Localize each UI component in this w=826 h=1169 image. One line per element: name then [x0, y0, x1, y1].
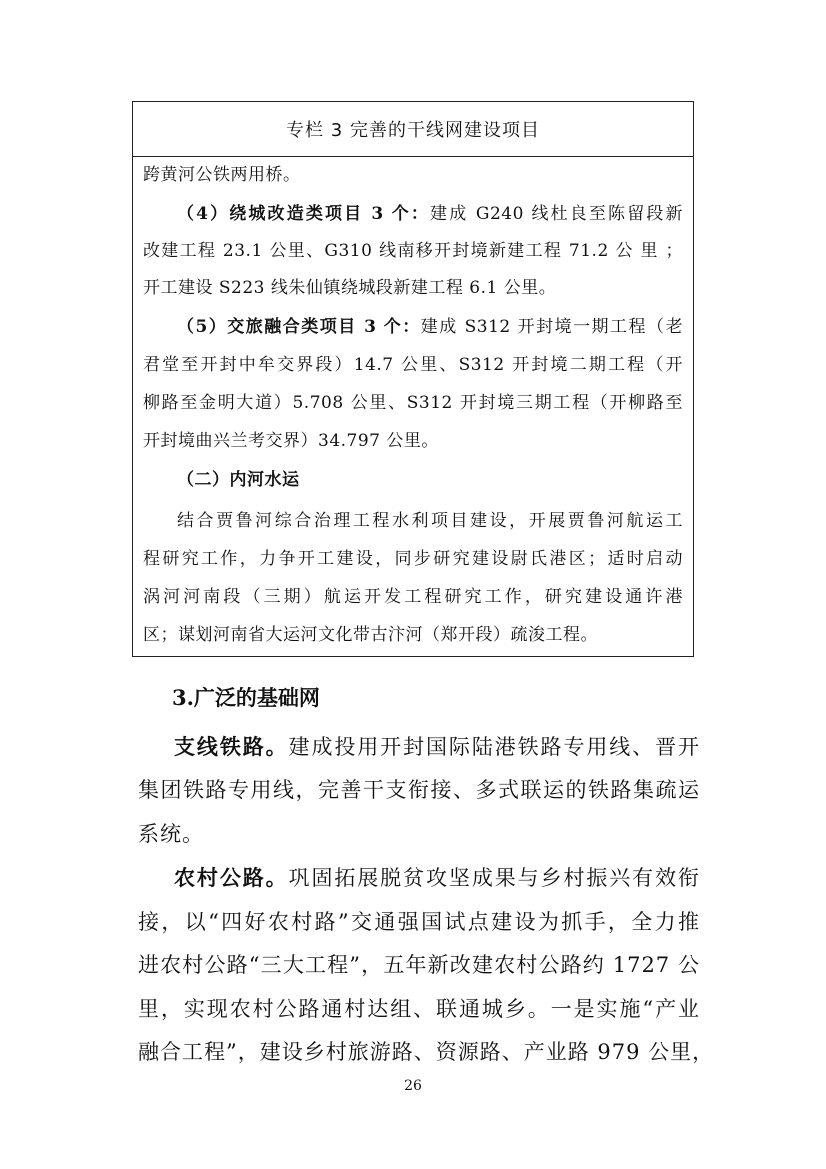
box-line: 涡河河南段（三期）航运开发工程研究工作，研究建设通许港 — [143, 587, 683, 607]
feature-box — [132, 101, 694, 657]
box-line: 开封境曲兴兰考交界）34.797 公里。 — [143, 431, 439, 451]
box-item5-line1 — [177, 312, 683, 337]
box-line: 开工建设 S223 线朱仙镇绕城段新建工程 6.1 公里。 — [143, 278, 557, 298]
para-text: 巩固拓展脱贫攻坚成果与乡村振兴有效衔 — [288, 866, 700, 890]
box-section-heading: （二）内河水运 — [177, 470, 300, 490]
box-item5-label: （5）交旅融合类项目 3 个： — [177, 317, 421, 337]
para-line: 融合工程”，建设乡村旅游路、资源路、产业路 979 公里， — [138, 1040, 715, 1064]
box-line: 区；谋划河南省大运河文化带古汴河（郑开段）疏浚工程。 — [143, 625, 598, 645]
page-number: 26 — [404, 1078, 422, 1094]
box-text: 建成 S312 开封境一期工程（老 — [420, 317, 683, 337]
para-line: 里，实现农村公路通村达组、联通城乡。一是实施“产业 — [138, 997, 700, 1021]
para-text: 建成投用开封国际陆港铁路专用线、晋开 — [288, 735, 700, 759]
box-item4-line1 — [177, 199, 683, 224]
para-line: 系统。 — [138, 822, 204, 846]
para-line: 进农村公路“三大工程”，五年新改建农村公路约 1727 公 — [138, 953, 700, 977]
para1-line1 — [174, 731, 700, 761]
box-line: 结合贾鲁河综合治理工程水利项目建设，开展贾鲁河航运工 — [177, 511, 683, 531]
box-text: 建成 G240 线杜良至陈留段新 — [430, 204, 683, 224]
para-line: 集团铁路专用线，完善干支衔接、多式联运的铁路集疏运 — [138, 778, 700, 802]
box-line: 君堂至开封中牟交界段）14.7 公里、S312 开封境二期工程（开 — [143, 355, 683, 375]
para-line: 接，以“四好农村路”交通强国试点建设为抓手，全力推 — [138, 910, 700, 934]
box-line: 柳路至金明大道）5.708 公里、S312 开封境三期工程（开柳路至 — [143, 393, 683, 413]
para1-bold: 支线铁路。 — [174, 734, 289, 759]
box-line: 跨黄河公铁两用桥。 — [143, 165, 301, 185]
box-line: 程研究工作，力争开工建设，同步研究建设尉氏港区；适时启动 — [143, 549, 683, 569]
box-line: 改建工程 23.1 公里、G310 线南移开封境新建工程 71.2 公 里 ； — [143, 241, 683, 261]
box-title: 专栏 3 完善的干线网建设项目 — [133, 102, 693, 157]
para2-line1 — [174, 862, 700, 892]
para2-bold: 农村公路。 — [174, 865, 289, 890]
box-item4-label: （4）绕城改造类项目 3 个： — [177, 204, 431, 224]
section-heading: 3.广泛的基础网 — [172, 685, 320, 710]
